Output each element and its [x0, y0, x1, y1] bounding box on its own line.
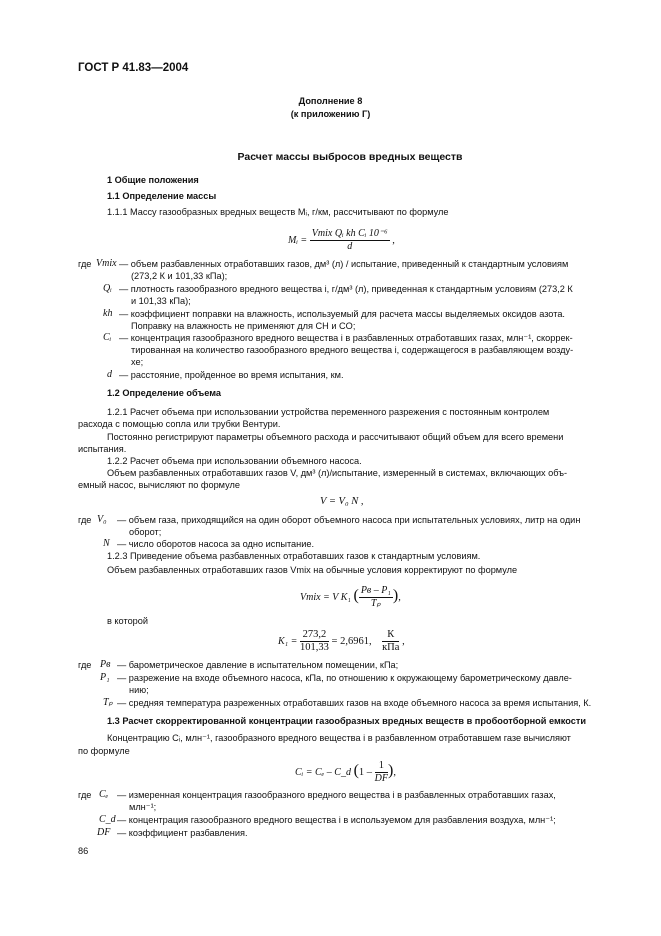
def-qi: — плотность газообразного вредного вещества i, г/дм³ (л), приведенная к стандартным условиям (273,2 К: [119, 284, 573, 294]
symbol-p1: P₁: [100, 672, 110, 683]
where-label-3: где: [78, 660, 92, 670]
def-p1-cont: нию;: [129, 685, 149, 695]
def-vmix: — объем разбавленных отработавших газов, дм³ (л) / испытание, приведенный к стандартным условиям: [119, 259, 569, 269]
paragraph-volume-l2: емный насос, вычисляют по формуле: [78, 480, 240, 490]
paragraph-1-2-2: 1.2.2 Расчет объема при использовании объемного насоса.: [107, 456, 362, 466]
def-ci-cont: тированная на количество газообразного вредного вещества i, содержащегося в разбавляющем возду-: [131, 345, 574, 355]
page-number: 86: [78, 846, 89, 856]
def-ce-cont: млн⁻¹;: [129, 802, 157, 812]
symbol-vmix: Vmix: [96, 258, 117, 269]
paragraph-1-1-1: 1.1.1 Массу газообразных вредных веществ Mᵢ, г/км, рассчитывают по формуле: [107, 207, 449, 217]
def-kh: — коэффициент поправки на влажность, используемый для расчета массы выделяемых оксидов азота.: [119, 309, 565, 319]
paragraph-volume-l1: Объем разбавленных отработавших газов V, дм³ (л)/испытание, измеренный в системах, включающих объ-: [107, 468, 568, 478]
def-kh-cont: Поправку на влажность не применяют для CH и CO;: [131, 321, 356, 331]
def-pb: — барометрическое давление в испытательном помещении, кПа;: [117, 660, 399, 670]
supplement-title: Дополнение 8: [298, 96, 363, 106]
def-tp: — средняя температура разреженных отработавших газов на входе объемного насоса за время испытания, К.: [117, 698, 592, 708]
paragraph-const-l2: испытания.: [78, 444, 127, 454]
def-p1: — разрежение на входе объемного насоса, кПа, по отношению к окружающему барометрическому давле-: [117, 673, 572, 683]
def-ci-cont2: хе;: [131, 357, 144, 367]
annex-reference: (к приложению Г): [290, 109, 371, 119]
def-cd: — концентрация газообразного вредного вещества i в используемом для разбавления воздуха, млн⁻¹;: [117, 815, 556, 825]
def-d: — расстояние, пройденное во время испытания, км.: [119, 370, 344, 380]
def-df: — коэффициент разбавления.: [117, 828, 248, 838]
symbol-qi: Qᵢ: [103, 283, 112, 294]
symbol-ce: Cₑ: [99, 789, 109, 800]
formula-k1: K₁ = $\frac{273,2}{101,33}$ = 2,6961, $\frac{К}{\text{кПа}}$ ,: [278, 629, 405, 653]
symbol-n: N: [103, 538, 110, 549]
paragraph-1-2-1-l2: расхода с помощью сопла или трубки Вентури.: [78, 419, 281, 429]
section-heading-volume: 1.2 Определение объема: [107, 388, 222, 398]
symbol-d: d: [107, 369, 112, 380]
symbol-kh: kh: [103, 308, 113, 319]
where-label: где: [78, 259, 92, 269]
def-ci: — концентрация газообразного вредного вещества i в разбавленных отработавших газах, млн⁻¹, скоррек-: [119, 333, 573, 343]
symbol-df: DF: [97, 827, 111, 838]
symbol-tp: Tₚ: [103, 697, 113, 708]
symbol-pb: Pв: [100, 659, 111, 670]
symbol-ci: Cᵢ: [103, 332, 112, 343]
paragraph-const-l1: Постоянно регистрируют параметры объемного расхода и рассчитывают общий объем для всего времени: [107, 432, 564, 442]
def-ce: — измеренная концентрация газообразного вредного вещества i в разбавленных отработавших газах,: [117, 790, 556, 800]
in-which-label: в которой: [107, 616, 149, 626]
def-qi-cont: и 101,33 кПа);: [131, 296, 191, 306]
where-label-4: где: [78, 790, 92, 800]
paragraph-1-2-1-l1: 1.2.1 Расчет объема при использовании устройства переменного разрежения с постоянным контролем: [107, 407, 550, 417]
section-heading-concentration: 1.3 Расчет скорректированной концентрации газообразных вредных веществ в пробоотборной емкости: [107, 716, 587, 726]
formula-concentration: Cᵢ = Cₑ – C_d (1 – $\frac{1}{DF}$ ),: [295, 760, 396, 784]
def-n: — число оборотов насоса за одно испытание.: [117, 539, 315, 549]
def-v0: — объем газа, приходящийся на один оборот объемного насоса при испытательных условиях, литр на один: [117, 515, 581, 525]
formula-mass: Mᵢ = $\frac{\text{Vmix Qᵢ kh Cᵢ 10⁻⁶}}{d}$ ,: [288, 228, 395, 252]
document-id: ГОСТ Р 41.83—2004: [78, 62, 189, 74]
symbol-v0: V₀: [97, 514, 107, 525]
def-v0-cont: оборот;: [129, 527, 162, 537]
paragraph-normalize: Объем разбавленных отработавших газов Vmix на обычные условия корректируют по формуле: [107, 565, 518, 575]
paragraph-concentration-l1: Концентрацию Cᵢ, млн⁻¹, газообразного вредного вещества i в разбавленном отработавшем газе вычисляют: [107, 733, 571, 743]
formula-volume: V = V₀ N ,: [320, 496, 364, 507]
formula-vmix: Vmix = V K₁ ( $\frac{\text{Pв – P₁}}{\text{Tₚ}}$ ),: [300, 585, 401, 609]
section-heading-general: 1 Общие положения: [107, 175, 199, 185]
section-heading-mass: 1.1 Определение массы: [107, 191, 217, 201]
paragraph-1-2-3: 1.2.3 Приведение объема разбавленных отработавших газов к стандартным условиям.: [107, 551, 481, 561]
def-vmix-cont: (273,2 К и 101,33 кПа);: [131, 271, 228, 281]
main-title: Расчет массы выбросов вредных веществ: [237, 151, 463, 163]
paragraph-concentration-l2: по формуле: [78, 746, 130, 756]
symbol-cd: C_d: [99, 814, 116, 825]
where-label-2: где: [78, 515, 92, 525]
